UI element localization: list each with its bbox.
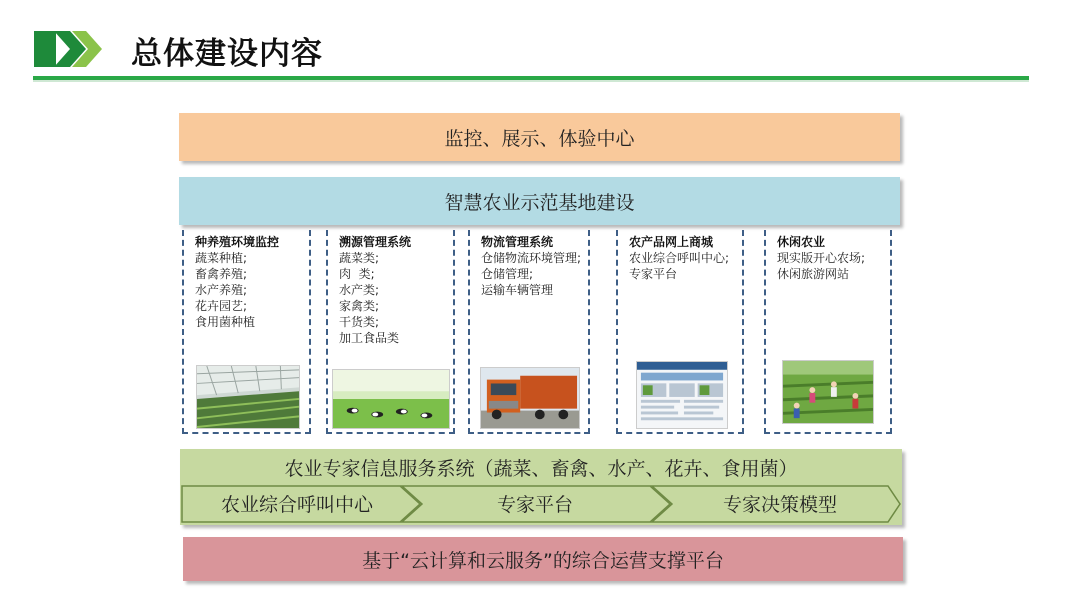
- column-item: 食用菌种植: [195, 315, 256, 329]
- column-item: 花卉园艺;: [195, 299, 248, 313]
- website-screenshot-image: [636, 361, 728, 429]
- column-online-mall: [616, 230, 744, 434]
- column-title: 休闲农业: [777, 235, 826, 249]
- column-item: 现实版开心农场;: [777, 251, 866, 265]
- page-title: 总体建设内容: [131, 36, 323, 72]
- column-item: 肉 类;: [339, 267, 375, 281]
- column-item: 家禽类;: [339, 299, 380, 313]
- column-item: 加工食品类: [339, 331, 400, 345]
- greenhouse-image: [196, 365, 300, 429]
- column-traceability: [326, 230, 455, 434]
- column-item: 仓储管理;: [481, 267, 534, 281]
- layer-monitor-center-label: 监控、展示、体验中心: [444, 127, 635, 150]
- title-chevron-icon: [34, 31, 104, 67]
- column-title: 溯源管理系统: [339, 235, 412, 249]
- expert-system-title: 农业专家信息服务系统（蔬菜、畜禽、水产、花卉、食用菌）: [284, 458, 798, 480]
- layer-smart-agri-base: [179, 177, 900, 225]
- title-rule-shadow: [33, 80, 1029, 82]
- column-item: 休闲旅游网站: [777, 267, 850, 281]
- column-title: 物流管理系统: [481, 235, 554, 249]
- column-item: 仓储物流环境管理;: [481, 251, 582, 265]
- expert-step-call-center: 农业综合呼叫中心: [220, 494, 373, 516]
- column-item: 蔬菜种植;: [195, 251, 248, 265]
- expert-step-decision-model: 专家决策模型: [722, 494, 837, 516]
- cows-pasture-image: [332, 369, 450, 429]
- column-item: 水产类;: [339, 283, 380, 297]
- layer-smart-agri-base-label: 智慧农业示范基地建设: [444, 191, 635, 214]
- column-item: 干货类;: [339, 315, 380, 329]
- column-logistics: [468, 230, 590, 434]
- column-item: 农业综合呼叫中心;: [629, 251, 730, 265]
- column-item: 畜禽养殖;: [195, 267, 248, 281]
- layer-cloud-platform: [183, 537, 903, 581]
- column-leisure-agriculture: [764, 230, 892, 434]
- column-item: 专家平台: [629, 267, 678, 281]
- expert-step-expert-platform: 专家平台: [496, 494, 573, 516]
- column-env-monitoring: [182, 230, 311, 434]
- column-item: 水产养殖;: [195, 283, 248, 297]
- layer-monitor-center: [179, 113, 900, 161]
- column-item: 蔬菜类;: [339, 251, 380, 265]
- layer-cloud-platform-label: 基于“云计算和云服务”的综合运营支撑平台: [362, 549, 724, 572]
- truck-image: [480, 367, 580, 429]
- column-item: 运输车辆管理: [481, 283, 554, 297]
- column-title: 种养殖环境监控: [195, 235, 280, 249]
- expert-system-band: [180, 449, 902, 525]
- strawberry-picking-image: [782, 360, 874, 424]
- column-title: 农产品网上商城: [629, 235, 714, 249]
